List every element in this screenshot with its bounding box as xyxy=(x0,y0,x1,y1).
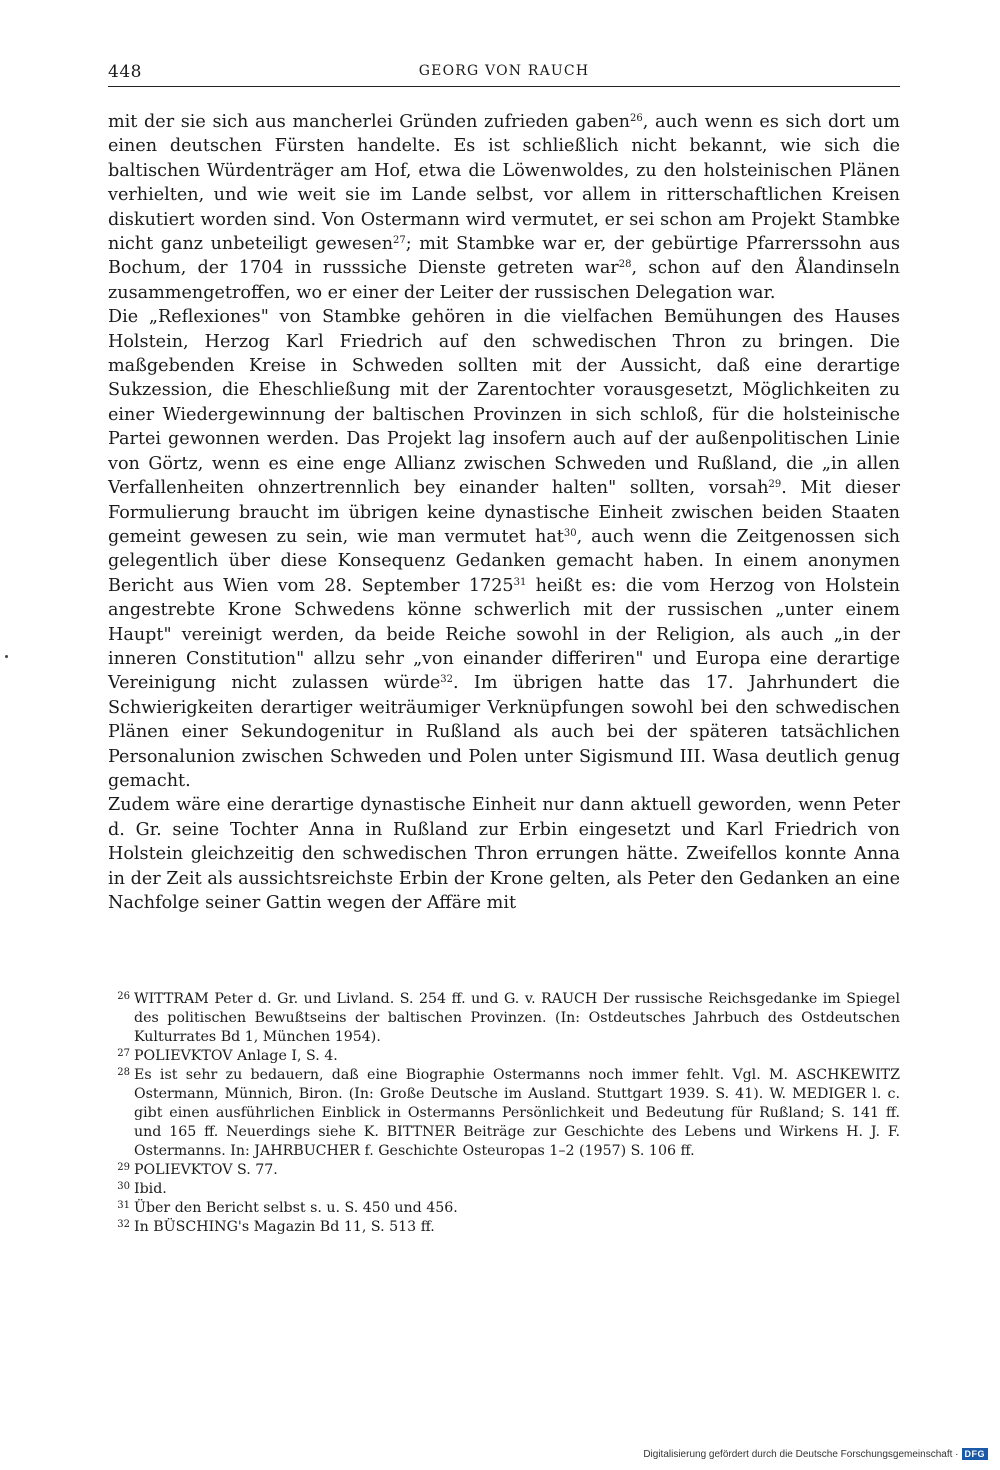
footnote-number: 31 xyxy=(117,1200,130,1211)
paragraph xyxy=(108,110,900,305)
digitization-notice xyxy=(643,1448,988,1460)
running-title: GEORG VON RAUCH xyxy=(418,63,590,79)
text-run: , schon auf den Ålandinseln zusammengetroffen, wo er einer der Leiter der russischen Delegation war. xyxy=(108,258,901,303)
text-run: heißt es: die vom Herzog von Holstein angestrebte Krone Schwedens könne schwerlich mit der russischen „unter einem Haupt" vereinigt werden, da beide Reiche sowohl in der Religion, als auch „in der inneren Constitution" allzu sehr „von einander differiren" und Europa eine derartige Vereinigung nicht zulassen würde xyxy=(108,575,900,694)
footnote-text: Ibid. xyxy=(134,1181,167,1197)
footnote-number: 29 xyxy=(117,1162,130,1173)
footnote xyxy=(108,1218,900,1237)
footnote-ref: 32 xyxy=(440,674,453,686)
footnote-ref: 26 xyxy=(630,113,643,124)
text-run: . Mit dieser Formulierung braucht im übrigen keine dynastische Einheit zwischen beiden Staaten gemeint gewesen zu sein, wie man vermutet hat xyxy=(108,478,900,547)
footnote xyxy=(108,1161,900,1180)
footnote-text: WITTRAM Peter d. Gr. und Livland. S. 254 ff. und G. v. RAUCH Der russische Reichsgedanke im Spiegel des politischen Bewußtseins der baltischen Provinzen. (In: Ostdeutsches Jahrbuch des Ostdeutschen Kulturrates Bd 1, München 1954). xyxy=(134,991,900,1045)
footnote-text: Es ist sehr zu bedauern, daß eine Biographie Ostermanns noch immer fehlt. Vgl. M. ASCHKEWITZ Ostermann, Münnich, Biron. (In: Große Deutsche im Ausland. Stuttgart 1939. S. 41). W. MEDIGER l. c. gibt einen ausführlichen Einblick in Ostermanns Persönlichkeit und Bedeutung für Rußland; S. 141 ff. und 165 ff. Neuerdings siehe K. BITTNER Beiträge zur Geschichte des Lebens und Wirkens H. J. F. Ostermanns. In: JAHRBUCHER f. Geschichte Osteuropas 1–2 (1957) S. 106 ff. xyxy=(134,1067,900,1159)
footnote xyxy=(108,990,900,1047)
footnotes xyxy=(108,990,900,1237)
footnote-number: 28 xyxy=(117,1067,130,1078)
footnote-ref: 27 xyxy=(393,235,406,247)
text-run: , auch wenn die Zeitgenossen sich gelegentlich über diese Konsequenz Gedanken gemacht haben. In einem anonymen Bericht aus Wien vom 28. September 1725 xyxy=(108,526,900,596)
footnote-number: 30 xyxy=(117,1181,130,1192)
scan-speck-mark xyxy=(5,655,8,658)
footnote-text: In BÜSCHING's Magazin Bd 11, S. 513 ff. xyxy=(134,1219,435,1235)
text-run: ; mit Stambke war er, der gebürtige Pfarrerssohn aus Bochum, der 1704 in russsiche Dienste getreten war xyxy=(108,234,900,279)
footnote xyxy=(108,1066,900,1161)
text-run: Zudem wäre eine derartige dynastische Einheit nur dann aktuell geworden, wenn Peter d. Gr. seine Tochter Anna in Rußland zur Erbin eingesetzt und Karl Friedrich von Holstein gleichzeitig den schwedischen Thron errungen hätte. Zweifellos konnte Anna in der Zeit als aussichtsreichste Erbin der Krone gelten, als Peter den Gedanken an eine Nachfolge seiner Gattin wegen der Affäre mit xyxy=(108,795,900,913)
digitization-notice-text: Digitalisierung gefördert durch die Deutsche Forschungsgemeinschaft · xyxy=(643,1448,959,1460)
body-text xyxy=(108,110,900,915)
footnote-ref: 29 xyxy=(768,479,782,491)
page-number: 448 xyxy=(108,62,142,82)
footnote-number: 26 xyxy=(117,991,130,1002)
footnote-ref: 30 xyxy=(563,527,577,539)
footnote-text: Über den Bericht selbst s. u. S. 450 und 456. xyxy=(134,1200,458,1216)
footnote-text: POLIEVKTOV S. 77. xyxy=(134,1162,278,1178)
footnote xyxy=(108,1047,900,1066)
text-run: Die „Reflexiones" von Stambke gehören in die vielfachen Bemühungen des Hauses Holstein, Herzog Karl Friedrich auf den schwedischen Thron zu bringen. Die maßgebenden Kreise in Schweden sollten mit der Aussicht, daß eine derartige Sukzession, die Eheschließung mit der Zarentochter vorausgesetzt, Möglichkeiten zu einer Wiedergewinnung der baltischen Provinzen in sich schloß, für die holsteinische Partei gewonnen werden. Das Projekt lag insofern auch auf der außenpolitischen Linie von Görtz, wenn es eine enge Allianz zwischen Schweden und Rußland, die „in allen Verfallenheiten ohnzertrennlich bey einander halten" sollten, vorsah xyxy=(108,307,900,499)
footnote xyxy=(108,1199,900,1218)
text-run: . Im übrigen hatte das 17. Jahrhundert die Schwierigkeiten derartiger weiträumiger Verknüpfungen sowohl bei den schwedischen Plänen einer Sekundogenitur in Rußland als auch bei der späteren tatsächlichen Personalunion zwischen Schweden und Polen unter Sigismund III. Wasa deutlich genug gemacht. xyxy=(108,673,900,791)
footnote-text: POLIEVKTOV Anlage I, S. 4. xyxy=(134,1048,338,1064)
dfg-logo-icon: DFG xyxy=(962,1448,989,1460)
paragraph xyxy=(108,793,900,915)
text-run: , auch wenn es sich dort um einen deutschen Fürsten handelte. Es ist schließlich nicht bekannt, wie sich die baltischen Würdenträger am Hof, etwa die Löwenwoldes, zu den holsteinischen Plänen verhielten, und wie weit sie im Lande selbst, vor allem in ritterschaftlichen Kreisen diskutiert worden sind. Von Ostermann wird vermutet, er sei schon am Projekt Stambke nicht ganz unbeteiligt gewesen xyxy=(108,112,900,255)
footnote-number: 32 xyxy=(117,1219,130,1230)
page-header xyxy=(108,58,900,87)
footnote-number: 27 xyxy=(117,1048,130,1059)
footnote-ref: 31 xyxy=(513,576,527,588)
footnote-ref: 28 xyxy=(618,259,632,271)
footnote xyxy=(108,1180,900,1199)
text-run: mit der sie sich aus mancherlei Gründen zufrieden gaben xyxy=(108,112,631,132)
paragraph xyxy=(108,305,900,793)
